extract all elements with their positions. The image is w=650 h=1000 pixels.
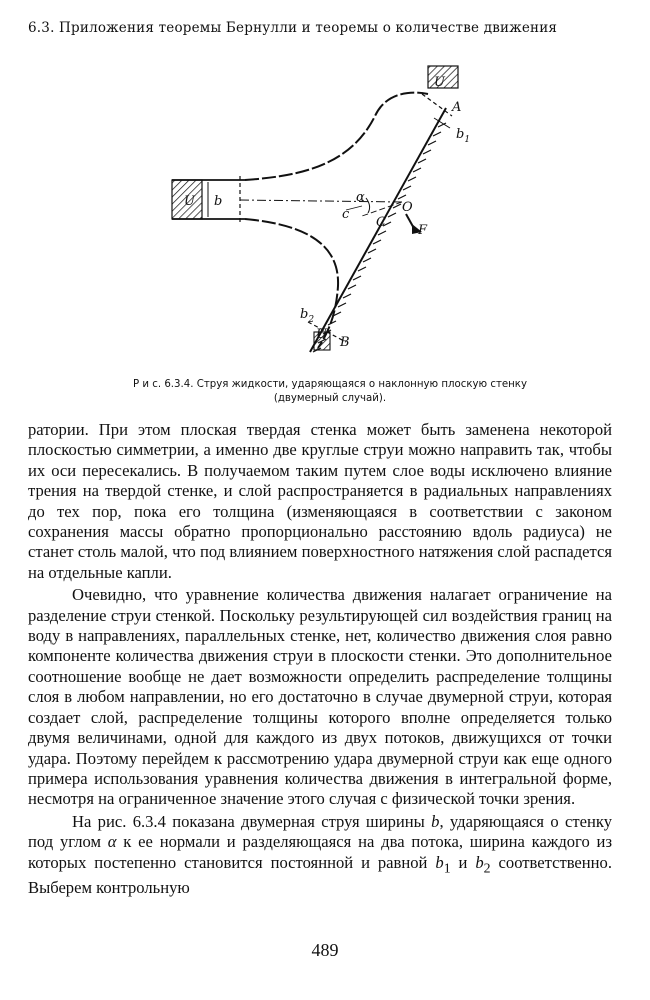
jet-axis: [240, 198, 402, 216]
paragraph-1: ратории. При этом плоская твердая стенка может быть заменена некоторой плоскостью симметрии, а именно две круглые струи можно направить так, чтобы их оси пересекались. В получаемом таким путем слое воды исключено влияние трения на твердой стенке, и слой распространяется в радиальных направлениях до тех пор, пока его толщина (изменяющаяся в соответствии с законом сохранения массы обратно пропорционально расстоянию вдоль радиуса) не станет столь малой, что под влиянием поверхностного натяжения слой распадется на отдельные капли.: [28, 420, 612, 582]
caption-line-2: (двумерный случай).: [273, 393, 387, 404]
label-u-top: U: [434, 75, 445, 90]
body-text: [28, 420, 612, 899]
label-c-upper: C: [376, 215, 386, 230]
figure-jet-impact: [150, 56, 480, 366]
figure-caption: [60, 378, 600, 406]
label-b-width: b: [214, 194, 223, 209]
caption-line-1: Р и с. 6.3.4. Струя жидкости, ударяющаяся о наклонную плоскую стенку: [133, 379, 527, 390]
label-b1: $b_1$: [456, 127, 471, 145]
label-o-point: O: [402, 200, 413, 215]
label-u-jet: U: [184, 194, 195, 209]
label-b2: $b_2$: [300, 307, 315, 325]
label-u-bottom: U: [316, 327, 327, 342]
paragraph-3: На рис. 6.3.4 показана двумерная струя ширины b, ударяющаяся о стенку под углом α к ее нормали и разделяющаяся на два потока, ширина каждого из которых постепенно становится постоянной и равной $b_1$ и $b_2$ соответственно. Выберем контрольную: [28, 811, 613, 898]
label-a-point: A: [452, 100, 462, 115]
label-b-point: B: [340, 335, 350, 350]
label-c-lower: c: [342, 207, 350, 222]
running-title: 6.3. Приложения теоремы Бернулли и теоремы о количестве движения: [28, 20, 558, 36]
free-streamlines: [245, 93, 428, 348]
incoming-jet: [172, 176, 245, 224]
label-alpha: α: [356, 190, 365, 205]
paragraph-2: Очевидно, что уравнение количества движения налагает ограничение на разделение струи стенкой. Поскольку результирующей сил воздействия границ на воду в направлениях, параллельных стенке, нет, количество движения слоя равно компоненте количества движения струи в плоскости стенки. Это дополнительное соотношение вообще не дает возможности определить распределение толщины слоя в любом направлении, но его достаточно в случае двумерной струи, которая создает слой, распределение толщины которого вполне определяется только двумя величинами, одной для каждого из двух потоков, движущихся от точки удара. Поэтому перейдем к рассмотрению удара двумерной струи как еще одного примера использования уравнения количества движения в интегральной форме, несмотря на ограниченное значение этого случая с физической точки зрения.: [28, 585, 612, 809]
jet-diagram: [150, 56, 480, 366]
label-force: F: [418, 223, 428, 238]
page-number: 489: [311, 940, 339, 960]
